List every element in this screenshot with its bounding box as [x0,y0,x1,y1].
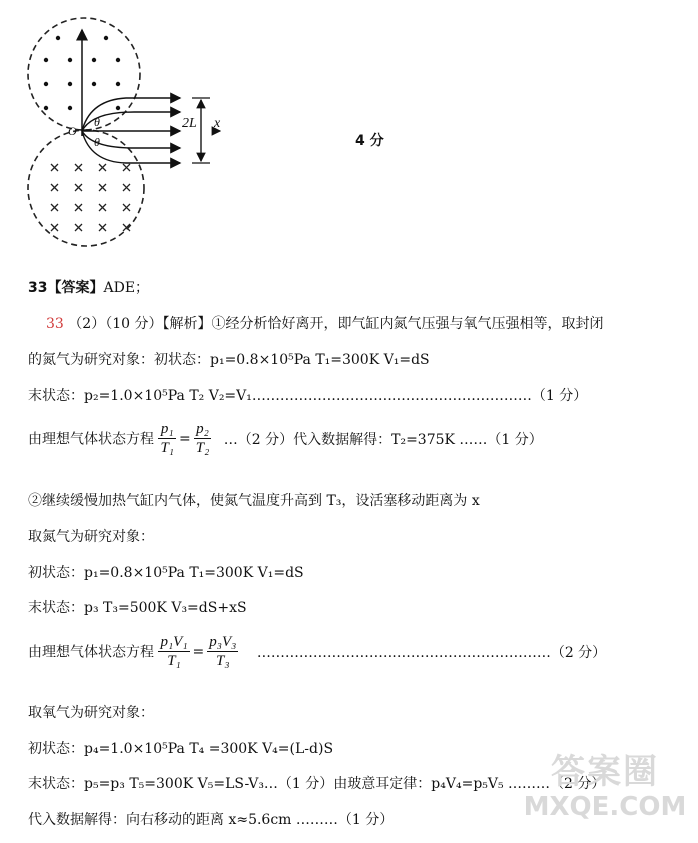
watermark [520,752,690,822]
watermark-line1: 答案圈 [551,752,659,792]
eq2-right-fraction [207,633,238,670]
eq1-left-den: T₁ [160,440,175,456]
label-o: O [68,124,77,138]
particle-trajectories [82,98,180,163]
q33-answer-prefix: 33【答案】 [28,280,104,296]
eq2-left-fraction [158,633,189,670]
end-state-1: 末状态：p₂=1.0×10⁵Pa T₂ V₂=V₁……………………………………………………（1 分） [28,388,588,404]
final-result: 代入数据解得：向右移动的距离 x≈5.6cm ………（1 分） [28,812,394,828]
physics-figure [24,12,264,256]
eq1-right-den: T₂ [195,440,210,456]
upper-field-region [28,18,140,130]
take-oxygen: 取氧气为研究对象： [28,705,154,721]
part2-intro-text: （2）（10 分）【解析】①经分析恰好离开，即气缸内氮气压强与氧气压强相等，取封闭 [68,316,604,332]
watermark-line2: MXQE.COM [523,792,687,822]
eq2-suffix: ………………………………………………………（2 分） [256,644,607,661]
score-4: 4 分 [355,133,384,149]
nitrogen-initial: 初状态：p₁=0.8×10⁵Pa T₁=300K V₁=dS [28,565,304,581]
label-2l: 2L [182,116,197,131]
eq2-right-den: T₃ [216,653,230,669]
label-x: x [214,116,221,131]
q33-answer-value: ADE； [103,280,150,296]
label-theta-upper: θ [94,115,100,129]
part2-intro2: 的氮气为研究对象：初状态：p₁=0.8×10⁵Pa T₁=300K V₁=dS [28,352,430,368]
eq1-right-num: p₂ [194,420,212,439]
eq1-left-num: p₁ [158,420,176,439]
label-theta-lower: θ [94,135,100,149]
eq2-left-num: p₁V₁ [160,634,188,650]
oxygen-end: 末状态：p₅=p₃ T₅=300K V₅=LS-V₃…（1 分）由玻意耳定律：p₄V₄=p₅V₅ ………（2 分） [28,776,606,792]
eq1-suffix: …（2 分）代入数据解得：T₂=375K ……（1 分） [223,431,543,448]
step-2: ②继续缓慢加热气缸内气体，使氮气温度升高到 T₃，设活塞移动距离为 x [28,493,480,509]
q33-answer [28,277,149,297]
eq1-right-fraction [194,420,212,457]
question-number: 33 [46,316,64,332]
eq1-left-fraction [158,420,176,457]
take-nitrogen: 取氮气为研究对象： [28,529,154,545]
equation-2: 由理想气体状态方程 $\frac{\text{p₁V₁}}{\text{T₁}}$ = $\frac{\text{p₃V₃}}{\text{T₃}}$ ………………………………………………………（2 分） [28,634,607,669]
nitrogen-end: 末状态：p₃ T₃=500K V₃=dS+xS [28,600,247,616]
eq1-prefix: 由理想气体状态方程 [28,431,154,448]
field-in-crosses [51,164,130,231]
oxygen-initial: 初状态：p₄=1.0×10⁵Pa T₄ =300K V₄=(L-d)S [28,741,334,757]
eq2-prefix: 由理想气体状态方程 [28,644,154,661]
eq2-right-num: p₃V₃ [209,634,237,650]
equation-1: 由理想气体状态方程 $\frac{\text{p₁}}{\text{T₁}}$ = $\frac{\text{p₂}}{\text{T₂}}$ …（2 分）代入数据解得：T₂=375K ……（1 分） [28,421,543,456]
part2-intro [46,313,603,333]
magnetic-field-diagram [24,12,264,256]
eq2-left-den: T₁ [167,653,181,669]
